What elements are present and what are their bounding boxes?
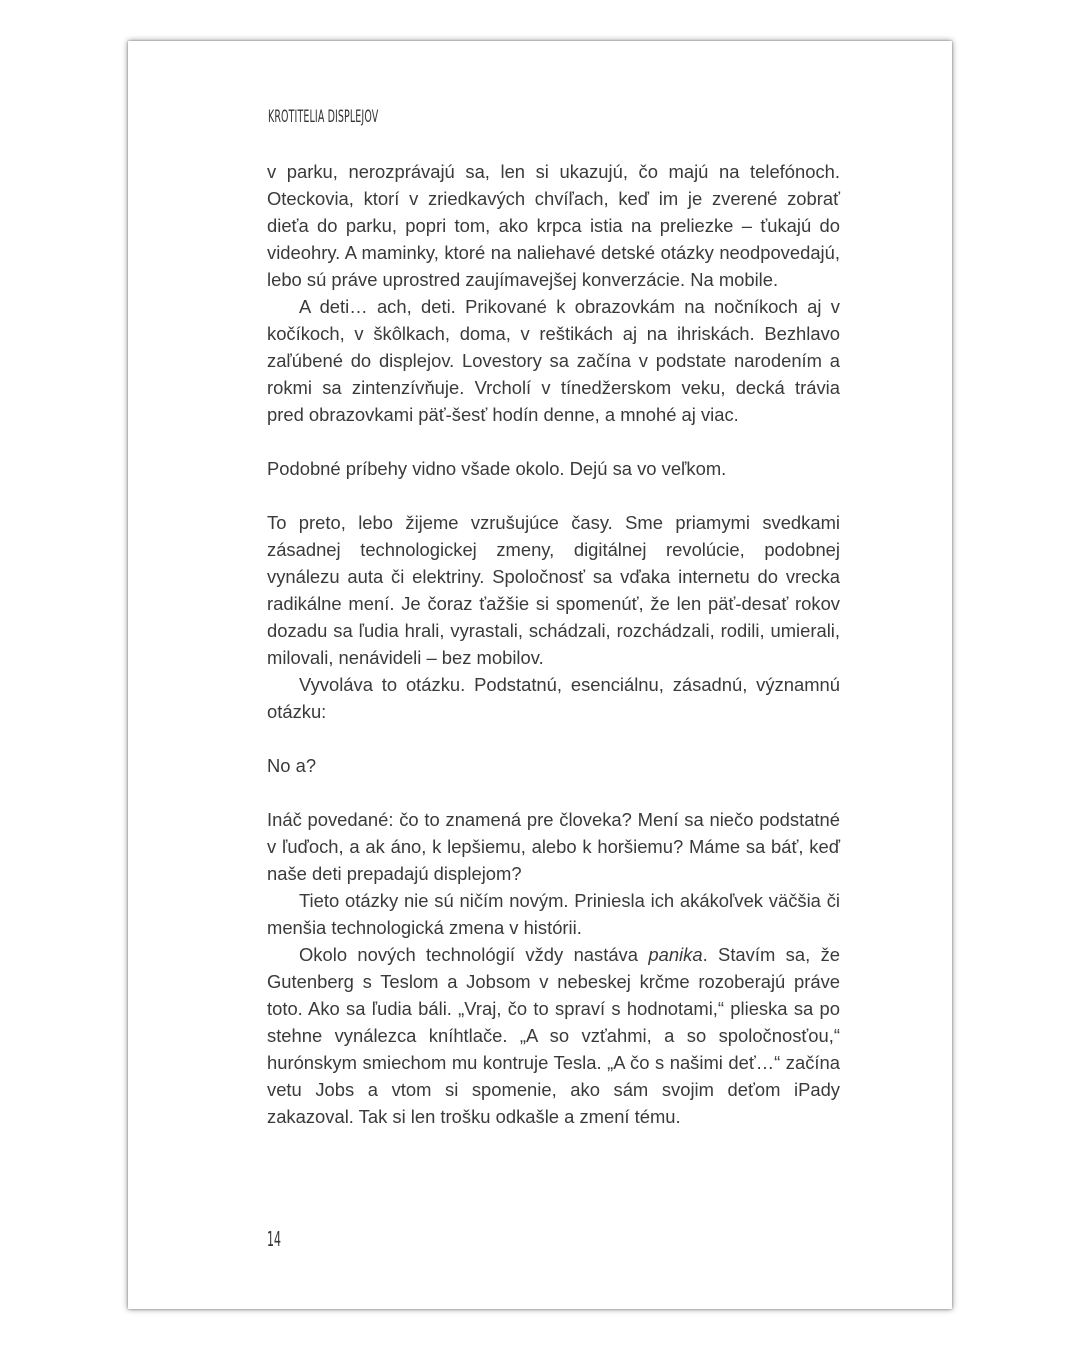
body-text xyxy=(267,158,840,1130)
book-page xyxy=(128,41,952,1309)
paragraph: Vyvoláva to otázku. Podstatnú, esenciálnu, zásadnú, významnú otázku: xyxy=(267,674,840,722)
paragraph: Podobné príbehy vidno všade okolo. Dejú sa vo veľkom. xyxy=(267,458,727,479)
paragraph-text: Okolo nových technológií vždy nastáva xyxy=(299,944,638,965)
emphasis-text: panika xyxy=(648,944,703,965)
paragraph-text: . Stavím sa, že Gutenberg s Teslom a Jobsom v nebeskej krčme rozoberajú práve toto. Ako sa ľudia báli. „Vraj, čo to spraví s hodnotami,“ plieska sa po stehne vynálezca kníhtlače. „A so vzťahmi, a so spoločnosťou,“ hurónskym smiechom mu kontruje Tesla. „A čo s našimi deť…“ začína vetu Jobs a vtom si spomenie, ako sám svojim deťom iPady zakazoval. Tak si len trošku odkašle a zmení tému. xyxy=(267,944,840,1127)
paragraph: A deti… ach, deti. Prikované k obrazovkám na nočníkoch aj v kočíkoch, v škôlkach, doma, v reštikách aj na ihriskách. Bezhlavo zaľúbené do displejov. Lovestory sa začína v podstate narodením a rokmi sa zintenzívňuje. Vrcholí v tínedžerskom veku, decká trávia pred obrazovkami päť-šesť hodín denne, a mnohé aj viac. xyxy=(267,296,840,425)
running-head: KROTITELIA DISPLEJOV xyxy=(268,107,379,127)
paragraph: v parku, nerozprávajú sa, len si ukazujú, čo majú na telefónoch. Oteckovia, ktorí v zriedkavých chvíľach, keď im je zverené zobrať dieťa do parku, popri tom, ako krpca istia na preliezke – ťukajú do videohry. A maminky, ktoré na naliehavé detské otázky neodpovedajú, lebo sú práve uprostred zaujímavejšej konverzácie. Na mobile. xyxy=(267,161,840,290)
paragraph: Ináč povedané: čo to znamená pre človeka? Mení sa niečo podstatné v ľuďoch, a ak áno, k lepšiemu, alebo k horšiemu? Máme sa báť, keď naše deti prepadajú displejom? xyxy=(267,809,840,884)
paragraph xyxy=(267,941,840,1130)
page-number: 14 xyxy=(267,1227,281,1251)
paragraph: To preto, lebo žijeme vzrušujúce časy. Sme priamymi svedkami zásadnej technologickej zmeny, digitálnej revolúcie, podobnej vynálezu auta či elektriny. Spoločnosť sa vďaka internetu do vrecka radikálne mení. Je čoraz ťažšie si spomenúť, že len päť-desať rokov dozadu sa ľudia hrali, vyrastali, schádzali, rozchádzali, rodili, umierali, milovali, nenávideli – bez mobilov. xyxy=(267,512,840,668)
paragraph: No a? xyxy=(267,755,317,776)
paragraph: Tieto otázky nie sú ničím novým. Priniesla ich akákoľvek väčšia či menšia technologická zmena v histórii. xyxy=(267,890,840,938)
